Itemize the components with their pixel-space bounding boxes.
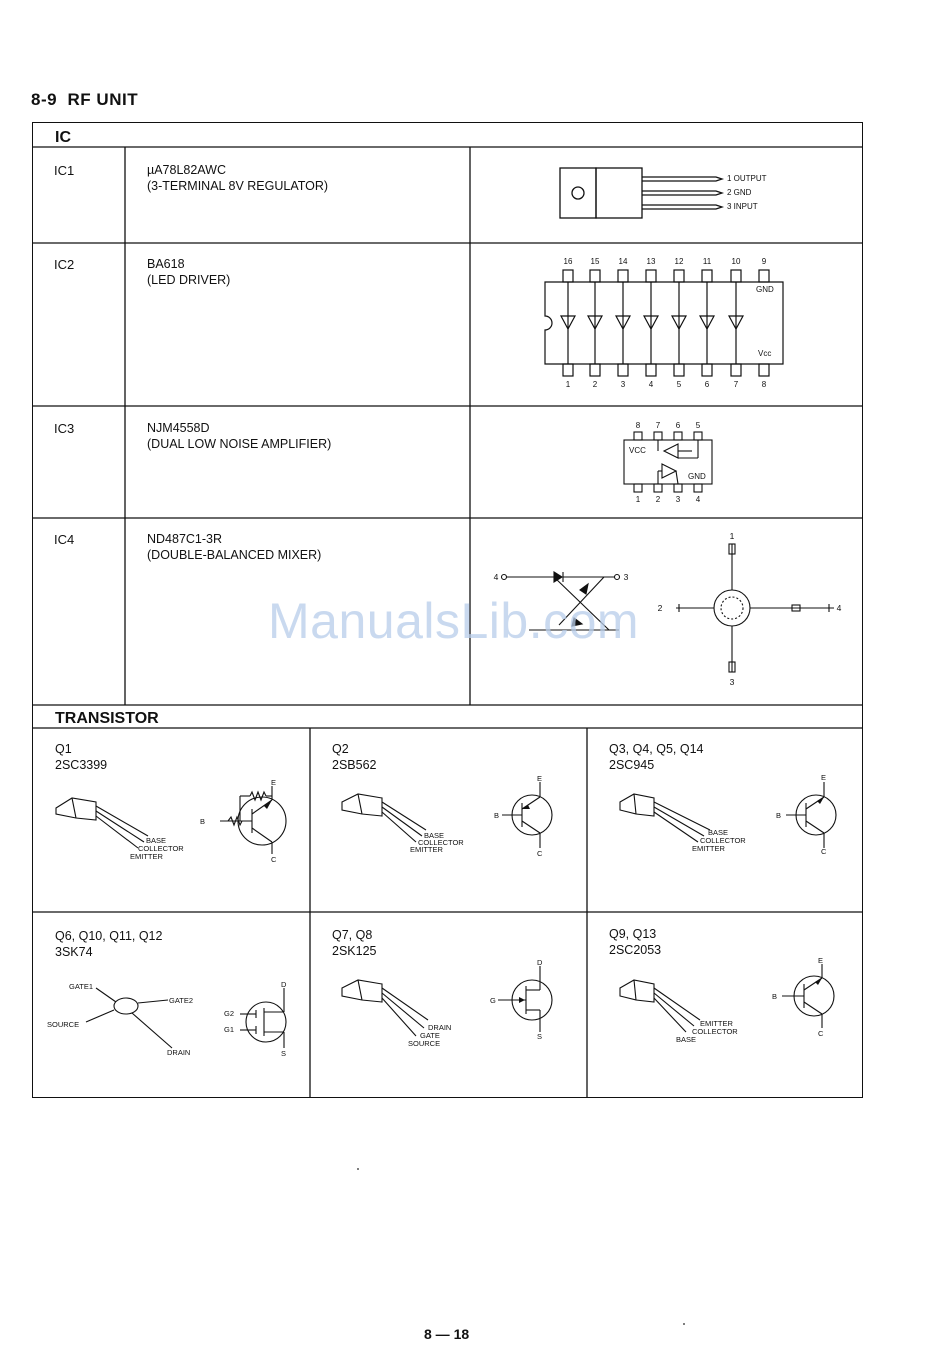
q3-ids: Q3, Q4, Q5, Q14 <box>609 742 704 756</box>
q1-ids: Q1 <box>55 742 72 756</box>
scan-speck <box>357 1168 359 1170</box>
page-number: 8 — 18 <box>424 1326 470 1342</box>
q3-sym-b: B <box>776 811 782 820</box>
ic3-pin-label: 2 <box>655 495 661 504</box>
q6-sym-d: D <box>281 980 287 989</box>
q6-part: 3SK74 <box>55 945 93 959</box>
q3-part: 2SC945 <box>609 758 655 772</box>
ic4-pin-2: 2 <box>657 603 663 613</box>
ic2-part: BA618 <box>147 257 185 271</box>
q3-lead-collector: COLLECTOR <box>700 836 746 845</box>
q9-sym-c: C <box>818 1029 824 1038</box>
ic3-pin-label: 6 <box>675 421 681 430</box>
q9-lead-collector: COLLECTOR <box>692 1027 738 1036</box>
ic3-pin-label: 4 <box>695 495 701 504</box>
ic4-part: ND487C1-3R <box>147 532 223 546</box>
q6-sym-s: S <box>281 1049 287 1058</box>
ic2-dip16-diagram <box>540 254 790 394</box>
ic3-dip8-diagram <box>620 418 720 508</box>
ic3-pin-label: 1 <box>635 495 641 504</box>
q7-sym-s: S <box>537 1032 543 1041</box>
q9-sym-b: B <box>772 992 778 1001</box>
ic2-id: IC2 <box>54 257 75 272</box>
q6-diagram <box>44 978 304 1060</box>
q6-label <box>55 928 162 960</box>
q9-lead-base: BASE <box>676 1035 697 1044</box>
q2-lead-base: BASE <box>424 831 445 840</box>
ic2-description <box>147 256 230 288</box>
ic1-part: µA78L82AWC <box>147 163 226 177</box>
ic2-vcc-label: Vcc <box>758 349 772 358</box>
q1-lead-collector: COLLECTOR <box>138 844 184 853</box>
q9-ids: Q9, Q13 <box>609 927 657 941</box>
q6-sym-g2: G2 <box>224 1009 235 1018</box>
q7-part: 2SK125 <box>332 944 377 958</box>
ic3-pin-label: 8 <box>635 421 641 430</box>
q6-lead-gate2: GATE2 <box>169 996 194 1005</box>
q3-lead-base: BASE <box>708 828 729 837</box>
ic2-pin-label: 15 <box>590 257 600 266</box>
q2-diagram <box>336 772 566 862</box>
ic2-pin-label: 6 <box>704 380 710 389</box>
q9-sym-e: E <box>818 956 824 965</box>
ic4-id: IC4 <box>54 532 75 547</box>
ic2-pin-label: 11 <box>702 257 712 266</box>
ic3-part: NJM4558D <box>147 421 210 435</box>
q7-label <box>332 927 376 959</box>
ic2-pin-label: 9 <box>761 257 767 266</box>
ic2-pin-label: 8 <box>761 380 767 389</box>
q7-diagram <box>336 958 566 1050</box>
q2-part: 2SB562 <box>332 758 377 772</box>
ic2-pin-label: 1 <box>565 380 571 389</box>
q3-diagram <box>614 772 844 862</box>
ic4-pin-3-left: 3 <box>623 572 629 582</box>
watermark: ManualsLib.com <box>268 593 640 649</box>
ic2-desc: (LED DRIVER) <box>147 273 231 287</box>
ic1-pin-input: 3 INPUT <box>727 202 758 211</box>
ic4-description <box>147 531 321 563</box>
ic3-desc: (DUAL LOW NOISE AMPLIFIER) <box>147 437 332 451</box>
ic1-desc: (3-TERMINAL 8V REGULATOR) <box>147 179 329 193</box>
q2-sym-e: E <box>537 774 543 783</box>
q2-lead-collector: COLLECTOR <box>418 838 464 847</box>
ic2-pin-label: 10 <box>731 257 741 266</box>
ic4-pin-4-left: 4 <box>493 572 499 582</box>
ic2-pin-label: 13 <box>646 257 656 266</box>
q7-lead-drain: DRAIN <box>428 1023 452 1032</box>
ic2-pin-label: 14 <box>618 257 628 266</box>
ic1-pin-output: 1 OUTPUT <box>727 174 767 183</box>
q6-lead-drain: DRAIN <box>167 1048 191 1057</box>
ic-header: IC <box>55 129 71 146</box>
ic2-pin-label: 7 <box>733 380 739 389</box>
q3-label <box>609 741 704 773</box>
q2-ids: Q2 <box>332 742 349 756</box>
q9-lead-emitter: EMITTER <box>700 1019 733 1028</box>
q1-sym-b: B <box>200 817 206 826</box>
section-number: 8-9 <box>31 90 58 109</box>
q1-lead-emitter: EMITTER <box>130 852 163 861</box>
ic4-pin-3: 3 <box>729 677 735 687</box>
ic2-pin-label: 5 <box>676 380 682 389</box>
transistor-header: TRANSISTOR <box>55 710 159 727</box>
ic2-gnd-label: GND <box>756 285 774 294</box>
q2-lead-emitter: EMITTER <box>410 845 443 854</box>
q9-label <box>609 926 661 958</box>
q1-sym-c: C <box>271 855 277 864</box>
q2-label <box>332 741 376 773</box>
q7-lead-gate: GATE <box>420 1031 440 1040</box>
q6-ids: Q6, Q10, Q11, Q12 <box>55 929 163 943</box>
q1-lead-base: BASE <box>146 836 167 845</box>
q7-sym-g: G <box>490 996 496 1005</box>
ic3-description <box>147 420 331 452</box>
q3-lead-emitter: EMITTER <box>692 844 725 853</box>
ic2-pin-label: 4 <box>648 380 654 389</box>
section-name: RF UNIT <box>67 90 139 109</box>
ic2-pin-label: 16 <box>563 257 573 266</box>
ic3-vcc-label: VCC <box>629 446 646 455</box>
ic2-pin-label: 3 <box>620 380 626 389</box>
ic2-pin-label: 2 <box>592 380 598 389</box>
ic1-id: IC1 <box>54 163 75 178</box>
ic4-desc: (DOUBLE-BALANCED MIXER) <box>147 548 322 562</box>
q1-label <box>55 741 107 773</box>
q2-sym-b: B <box>494 811 500 820</box>
ic4-pin-4: 4 <box>836 603 842 613</box>
q7-ids: Q7, Q8 <box>332 928 373 942</box>
q2-sym-c: C <box>537 849 543 858</box>
ic3-pin-label: 3 <box>675 495 681 504</box>
q7-sym-d: D <box>537 958 543 967</box>
ic1-description <box>147 162 328 194</box>
ic1-pin-gnd: 2 GND <box>727 188 752 197</box>
ic3-pin-label: 5 <box>695 421 701 430</box>
q1-sym-e: E <box>271 778 277 787</box>
q7-lead-source: SOURCE <box>408 1039 441 1048</box>
q6-lead-gate1: GATE1 <box>69 982 94 991</box>
ic3-pin-label: 7 <box>655 421 661 430</box>
ic4-pin-1: 1 <box>729 531 735 541</box>
ic3-gnd-label: GND <box>688 472 706 481</box>
q3-sym-c: C <box>821 847 827 856</box>
q6-lead-source: SOURCE <box>47 1020 80 1029</box>
q9-diagram <box>614 956 844 1048</box>
q6-sym-g1: G1 <box>224 1025 235 1034</box>
q9-part: 2SC2053 <box>609 943 662 957</box>
ic1-package-diagram <box>556 162 786 224</box>
q1-part: 2SC3399 <box>55 758 108 772</box>
q3-sym-e: E <box>821 773 827 782</box>
scan-speck <box>683 1323 685 1325</box>
ic3-id: IC3 <box>54 421 75 436</box>
ic2-pin-label: 12 <box>674 257 684 266</box>
q1-diagram <box>50 776 300 866</box>
